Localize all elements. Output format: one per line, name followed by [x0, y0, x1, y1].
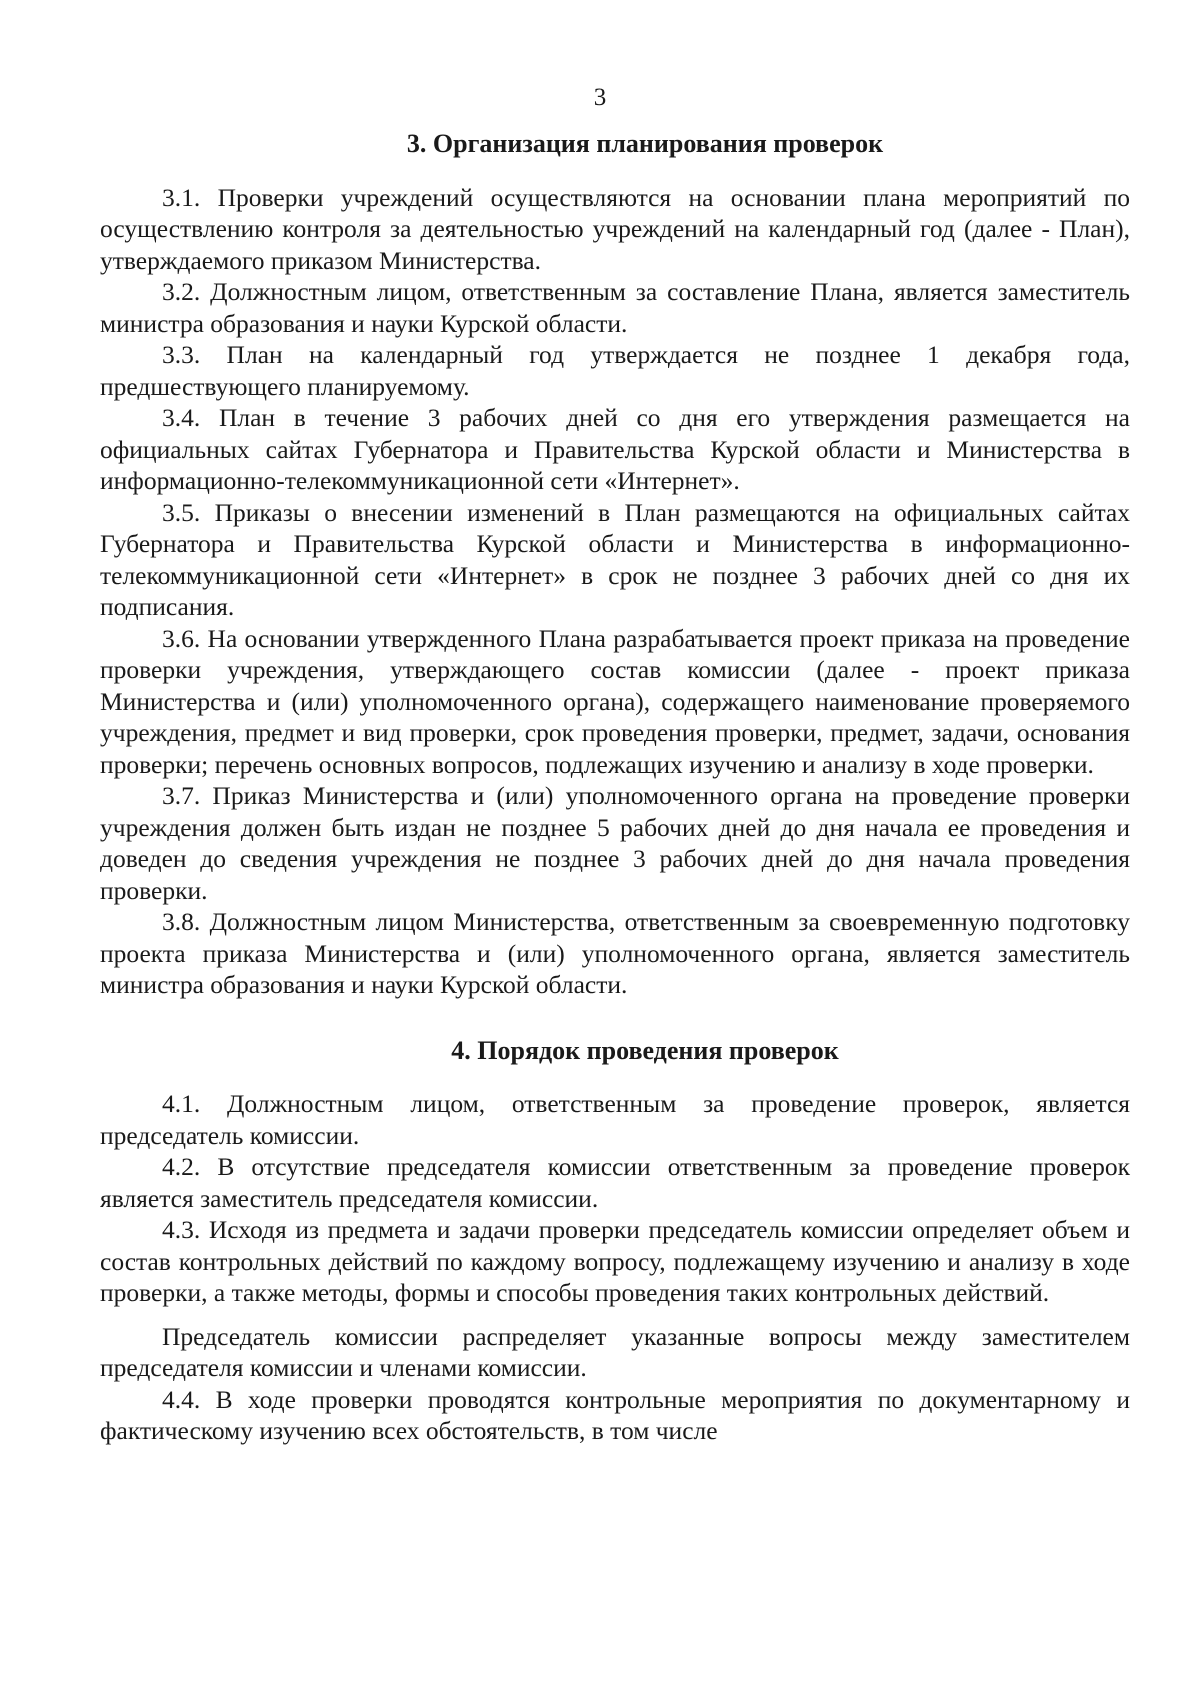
paragraph-4-2: 4.2. В отсутствие председателя комиссии ответственным за проведение проверок является заместитель председателя комиссии.	[100, 1152, 1130, 1213]
paragraph-3-8: 3.8. Должностным лицом Министерства, ответственным за своевременную подготовку проекта приказа Министерства и (или) уполномоченного органа, является заместитель министра образования и науки Курской области.	[100, 907, 1130, 999]
paragraph-4-3-chairman: Председатель комиссии распределяет указанные вопросы между заместителем председателя комиссии и членами комиссии.	[100, 1321, 1130, 1382]
paragraph-3-2: 3.2. Должностным лицом, ответственным за составление Плана, является заместитель министра образования и науки Курской области.	[100, 277, 1130, 338]
paragraph-3-1: 3.1. Проверки учреждений осуществляются на основании плана мероприятий по осуществлению контроля за деятельностью учреждений на календарный год (далее - План), утверждаемого приказом Министерства.	[100, 182, 1130, 275]
paragraph-3-3: 3.3. План на календарный год утверждается не позднее 1 декабря года, предшествующего планируемому.	[100, 340, 1130, 401]
paragraph-4-3: 4.3. Исходя из предмета и задачи проверки председатель комиссии определяет объем и состав контрольных действий по каждому вопросу, подлежащему изучению и анализу в ходе проверки, а также методы, формы и способы проведения таких контрольных действий.	[100, 1215, 1130, 1307]
section-4-title: 4. Порядок проведения проверок	[451, 1035, 839, 1065]
paragraph-3-4: 3.4. План в течение 3 рабочих дней со дня его утверждения размещается на официальных сайтах Губернатора и Правительства Курской области и Министерства в информационно-телекоммуникационной сети «Интернет».	[100, 403, 1130, 495]
document-body	[100, 120, 1130, 1447]
section-3-title: 3. Организация планирования проверок	[406, 129, 884, 158]
page-number: 3	[593, 84, 607, 111]
paragraph-3-6: 3.6. На основании утвержденного Плана разрабатывается проект приказа на проведение проверки учреждения, утверждающего состав комиссии (далее - проект приказа Министерства и (или) уполномоченного органа), содержащего наименование проверяемого учреждения, предмет и вид проверки, срок проведения проверки, предмет, задачи, основания проверки; перечень основных вопросов, подлежащих изучению и анализу в ходе проверки.	[100, 623, 1130, 779]
paragraph-4-4: 4.4. В ходе проверки проводятся контрольные мероприятия по документарному и фактическому изучению всех обстоятельств, в том числе	[100, 1384, 1130, 1445]
paragraph-3-5: 3.5. Приказы о внесении изменений в План размещаются на официальных сайтах Губернатора и Правительства Курской области и Министерства в информационно-телекоммуникационной сети «Интернет» в срок не позднее 3 рабочих дней со дня их подписания.	[100, 497, 1130, 621]
paragraph-4-1: 4.1. Должностным лицом, ответственным за проведение проверок, является председатель комиссии.	[100, 1089, 1130, 1150]
paragraph-3-7: 3.7. Приказ Министерства и (или) уполномоченного органа на проведение проверки учреждения должен быть издан не позднее 5 рабочих дней до дня начала ее проведения и доведен до сведения учреждения не позднее 3 рабочих дней до дня начала проведения проверки.	[100, 781, 1130, 905]
